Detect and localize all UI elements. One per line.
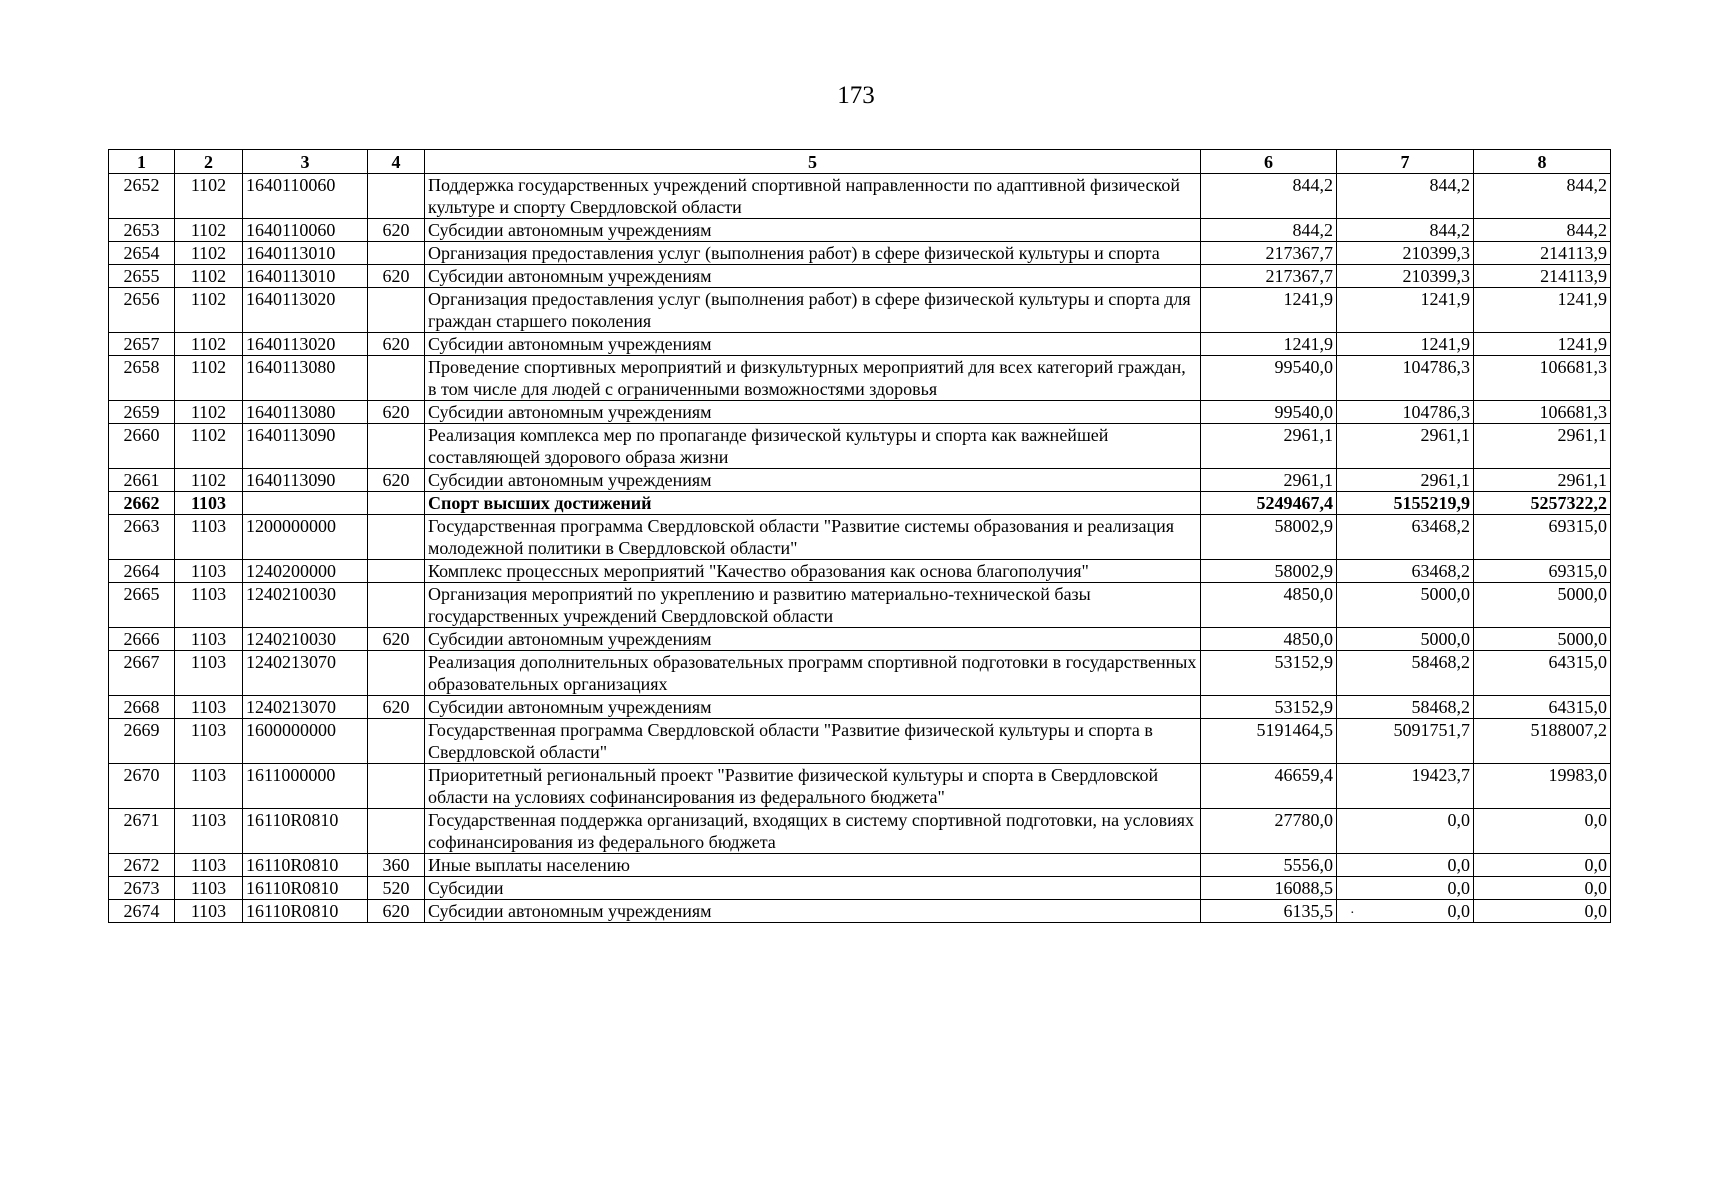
row-number-cell: 2666 xyxy=(109,628,175,651)
amount-year1-cell: 217367,7 xyxy=(1201,265,1337,288)
expense-type-cell: 620 xyxy=(368,401,425,424)
amount-year1-cell: 99540,0 xyxy=(1201,401,1337,424)
target-article-cell: 1240200000 xyxy=(243,560,368,583)
table-row xyxy=(109,356,1611,401)
item-name-cell: Субсидии автономным учреждениям xyxy=(425,401,1201,424)
expense-type-cell: 620 xyxy=(368,900,425,923)
amount-year2-cell: 63468,2 xyxy=(1337,515,1474,560)
target-article-cell: 1640113020 xyxy=(243,288,368,333)
row-number-cell: 2668 xyxy=(109,696,175,719)
item-name-cell: Приоритетный региональный проект "Развитие физической культуры и спорта в Свердловской области на условиях софинансирования из федерального бюджета" xyxy=(425,764,1201,809)
row-number-cell: 2659 xyxy=(109,401,175,424)
amount-year2-cell: 19423,7 xyxy=(1337,764,1474,809)
target-article-cell: 1240213070 xyxy=(243,696,368,719)
amount-year3-cell: 19983,0 xyxy=(1474,764,1611,809)
budget-table xyxy=(108,149,1611,923)
target-article-cell: 1640113010 xyxy=(243,242,368,265)
item-name-cell: Субсидии автономным учреждениям xyxy=(425,628,1201,651)
expense-type-cell: 360 xyxy=(368,854,425,877)
table-row xyxy=(109,809,1611,854)
table-body xyxy=(109,174,1611,923)
amount-year3-cell: 2961,1 xyxy=(1474,424,1611,469)
expense-type-cell: 620 xyxy=(368,469,425,492)
row-number-cell: 2671 xyxy=(109,809,175,854)
table-row xyxy=(109,628,1611,651)
amount-year1-cell: 5191464,5 xyxy=(1201,719,1337,764)
expense-type-cell: 620 xyxy=(368,628,425,651)
section-code-cell: 1103 xyxy=(175,854,243,877)
amount-year2-cell: 2961,1 xyxy=(1337,424,1474,469)
row-number-cell: 2674 xyxy=(109,900,175,923)
item-name-cell: Реализация дополнительных образовательных программ спортивной подготовки в государственных образовательных организациях xyxy=(425,651,1201,696)
col-header-6: 6 xyxy=(1201,150,1337,174)
section-code-cell: 1103 xyxy=(175,877,243,900)
item-name-cell: Проведение спортивных мероприятий и физкультурных мероприятий для всех категорий граждан, в том числе для людей с ограниченными возможностями здоровья xyxy=(425,356,1201,401)
target-article-cell: 1640113090 xyxy=(243,424,368,469)
amount-year3-cell: 844,2 xyxy=(1474,174,1611,219)
target-article-cell xyxy=(243,492,368,515)
section-code-cell: 1102 xyxy=(175,356,243,401)
table-row xyxy=(109,583,1611,628)
item-name-cell: Субсидии автономным учреждениям xyxy=(425,696,1201,719)
row-number-cell: 2661 xyxy=(109,469,175,492)
section-code-cell: 1103 xyxy=(175,651,243,696)
section-code-cell: 1103 xyxy=(175,719,243,764)
amount-year2-cell: 2961,1 xyxy=(1337,469,1474,492)
item-name-cell: Субсидии автономным учреждениям xyxy=(425,900,1201,923)
target-article-cell: 1640113020 xyxy=(243,333,368,356)
col-header-4: 4 xyxy=(368,150,425,174)
table-row xyxy=(109,424,1611,469)
item-name-cell: Спорт высших достижений xyxy=(425,492,1201,515)
section-code-cell: 1102 xyxy=(175,288,243,333)
item-name-cell: Субсидии автономным учреждениям xyxy=(425,469,1201,492)
item-name-cell: Государственная программа Свердловской области "Развитие физической культуры и спорта в Свердловской области" xyxy=(425,719,1201,764)
col-header-7: 7 xyxy=(1337,150,1474,174)
target-article-cell: 1640110060 xyxy=(243,219,368,242)
section-code-cell: 1102 xyxy=(175,333,243,356)
amount-year1-cell: 6135,5 xyxy=(1201,900,1337,923)
table-row xyxy=(109,877,1611,900)
table-row xyxy=(109,288,1611,333)
expense-type-cell xyxy=(368,492,425,515)
expense-type-cell xyxy=(368,719,425,764)
expense-type-cell xyxy=(368,288,425,333)
amount-year3-cell: 0,0 xyxy=(1474,809,1611,854)
table-row xyxy=(109,469,1611,492)
amount-year2-cell: 5000,0 xyxy=(1337,583,1474,628)
table-row xyxy=(109,174,1611,219)
col-header-2: 2 xyxy=(175,150,243,174)
target-article-cell: 1240213070 xyxy=(243,651,368,696)
amount-year3-cell: 106681,3 xyxy=(1474,401,1611,424)
expense-type-cell: 620 xyxy=(368,265,425,288)
amount-year2-cell: 0,0 xyxy=(1337,877,1474,900)
section-code-cell: 1103 xyxy=(175,515,243,560)
amount-year2-cell: 1241,9 xyxy=(1337,288,1474,333)
item-name-cell: Организация предоставления услуг (выполнения работ) в сфере физической культуры и спорта xyxy=(425,242,1201,265)
item-name-cell: Субсидии автономным учреждениям xyxy=(425,219,1201,242)
amount-year3-cell: 214113,9 xyxy=(1474,242,1611,265)
expense-type-cell: 620 xyxy=(368,333,425,356)
amount-year3-cell: 1241,9 xyxy=(1474,333,1611,356)
row-number-cell: 2673 xyxy=(109,877,175,900)
amount-year2-cell: 844,2 xyxy=(1337,174,1474,219)
page-number: 173 xyxy=(837,82,875,109)
amount-year1-cell: 27780,0 xyxy=(1201,809,1337,854)
target-article-cell: 1200000000 xyxy=(243,515,368,560)
amount-year2-cell: 844,2 xyxy=(1337,219,1474,242)
amount-year1-cell: 1241,9 xyxy=(1201,288,1337,333)
amount-year2-cell: 104786,3 xyxy=(1337,356,1474,401)
expense-type-cell: 620 xyxy=(368,696,425,719)
amount-year1-cell: 1241,9 xyxy=(1201,333,1337,356)
amount-year2-cell: 210399,3 xyxy=(1337,242,1474,265)
item-name-cell: Государственная поддержка организаций, входящих в систему спортивной подготовки, на условиях софинансирования из федерального бюджета xyxy=(425,809,1201,854)
amount-year3-cell: 5000,0 xyxy=(1474,583,1611,628)
amount-year3-cell: 0,0 xyxy=(1474,877,1611,900)
item-name-cell: Иные выплаты населению xyxy=(425,854,1201,877)
section-code-cell: 1103 xyxy=(175,764,243,809)
col-header-8: 8 xyxy=(1474,150,1611,174)
expense-type-cell xyxy=(368,560,425,583)
amount-year2-cell: 5000,0 xyxy=(1337,628,1474,651)
section-code-cell: 1102 xyxy=(175,219,243,242)
row-number-cell: 2662 xyxy=(109,492,175,515)
item-name-cell: Субсидии автономным учреждениям xyxy=(425,333,1201,356)
amount-year1-cell: 217367,7 xyxy=(1201,242,1337,265)
table-row xyxy=(109,651,1611,696)
amount-year2-cell: 1241,9 xyxy=(1337,333,1474,356)
expense-type-cell xyxy=(368,651,425,696)
row-number-cell: 2657 xyxy=(109,333,175,356)
item-name-cell: Государственная программа Свердловской области "Развитие системы образования и реализация молодежной политики в Свердловской области" xyxy=(425,515,1201,560)
amount-year1-cell: 2961,1 xyxy=(1201,469,1337,492)
amount-year2-cell: 0,0 xyxy=(1337,854,1474,877)
target-article-cell: 1600000000 xyxy=(243,719,368,764)
row-number-cell: 2665 xyxy=(109,583,175,628)
target-article-cell: 1640113080 xyxy=(243,401,368,424)
expense-type-cell: 520 xyxy=(368,877,425,900)
item-name-cell: Организация мероприятий по укреплению и развитию материально-технической базы государственных учреждений Свердловской области xyxy=(425,583,1201,628)
section-code-cell: 1102 xyxy=(175,424,243,469)
section-code-cell: 1102 xyxy=(175,174,243,219)
amount-year1-cell: 5556,0 xyxy=(1201,854,1337,877)
item-name-cell: Субсидии xyxy=(425,877,1201,900)
amount-year2-cell: 104786,3 xyxy=(1337,401,1474,424)
row-number-cell: 2655 xyxy=(109,265,175,288)
amount-year3-cell: 106681,3 xyxy=(1474,356,1611,401)
amount-year1-cell: 53152,9 xyxy=(1201,696,1337,719)
section-code-cell: 1103 xyxy=(175,900,243,923)
target-article-cell: 1240210030 xyxy=(243,628,368,651)
section-code-cell: 1103 xyxy=(175,809,243,854)
item-name-cell: Комплекс процессных мероприятий "Качество образования как основа благополучия" xyxy=(425,560,1201,583)
expense-type-cell xyxy=(368,242,425,265)
row-number-cell: 2667 xyxy=(109,651,175,696)
item-name-cell: Реализация комплекса мер по пропаганде физической культуры и спорта как важнейшей составляющей здорового образа жизни xyxy=(425,424,1201,469)
amount-year1-cell: 2961,1 xyxy=(1201,424,1337,469)
target-article-cell: 1640113010 xyxy=(243,265,368,288)
amount-year3-cell: 5188007,2 xyxy=(1474,719,1611,764)
amount-year2-cell: 5091751,7 xyxy=(1337,719,1474,764)
section-code-cell: 1102 xyxy=(175,242,243,265)
expense-type-cell xyxy=(368,809,425,854)
target-article-cell: 16110R0810 xyxy=(243,900,368,923)
amount-year2-cell: 0,0 xyxy=(1337,809,1474,854)
amount-year3-cell: 844,2 xyxy=(1474,219,1611,242)
expense-type-cell xyxy=(368,356,425,401)
amount-year3-cell: 69315,0 xyxy=(1474,515,1611,560)
amount-year3-cell: 64315,0 xyxy=(1474,696,1611,719)
row-number-cell: 2660 xyxy=(109,424,175,469)
table-row xyxy=(109,333,1611,356)
target-article-cell: 1640113080 xyxy=(243,356,368,401)
amount-year3-cell: 5257322,2 xyxy=(1474,492,1611,515)
amount-year1-cell: 46659,4 xyxy=(1201,764,1337,809)
row-number-cell: 2658 xyxy=(109,356,175,401)
table-header-row xyxy=(109,150,1611,174)
section-code-cell: 1103 xyxy=(175,560,243,583)
expense-type-cell xyxy=(368,583,425,628)
amount-year2-cell: 0,0 xyxy=(1337,900,1474,923)
amount-year2-cell: 5155219,9 xyxy=(1337,492,1474,515)
amount-year3-cell: 214113,9 xyxy=(1474,265,1611,288)
section-code-cell: 1102 xyxy=(175,265,243,288)
col-header-3: 3 xyxy=(243,150,368,174)
row-number-cell: 2653 xyxy=(109,219,175,242)
row-number-cell: 2664 xyxy=(109,560,175,583)
expense-type-cell xyxy=(368,515,425,560)
target-article-cell: 16110R0810 xyxy=(243,877,368,900)
table-row xyxy=(109,492,1611,515)
table-row xyxy=(109,900,1611,923)
table-row xyxy=(109,242,1611,265)
amount-year1-cell: 4850,0 xyxy=(1201,628,1337,651)
table-row xyxy=(109,560,1611,583)
amount-year3-cell: 64315,0 xyxy=(1474,651,1611,696)
item-name-cell: Организация предоставления услуг (выполнения работ) в сфере физической культуры и спорта для граждан старшего поколения xyxy=(425,288,1201,333)
row-number-cell: 2654 xyxy=(109,242,175,265)
section-code-cell: 1103 xyxy=(175,628,243,651)
row-number-cell: 2652 xyxy=(109,174,175,219)
amount-year1-cell: 5249467,4 xyxy=(1201,492,1337,515)
amount-year1-cell: 99540,0 xyxy=(1201,356,1337,401)
expense-type-cell: 620 xyxy=(368,219,425,242)
amount-year1-cell: 844,2 xyxy=(1201,174,1337,219)
amount-year1-cell: 16088,5 xyxy=(1201,877,1337,900)
amount-year1-cell: 844,2 xyxy=(1201,219,1337,242)
expense-type-cell xyxy=(368,424,425,469)
section-code-cell: 1102 xyxy=(175,401,243,424)
table-row xyxy=(109,401,1611,424)
row-number-cell: 2672 xyxy=(109,854,175,877)
amount-year2-cell: 63468,2 xyxy=(1337,560,1474,583)
row-number-cell: 2656 xyxy=(109,288,175,333)
amount-year2-cell: 210399,3 xyxy=(1337,265,1474,288)
table-row xyxy=(109,854,1611,877)
amount-year3-cell: 0,0 xyxy=(1474,854,1611,877)
amount-year1-cell: 4850,0 xyxy=(1201,583,1337,628)
row-number-cell: 2669 xyxy=(109,719,175,764)
amount-year1-cell: 58002,9 xyxy=(1201,515,1337,560)
amount-year3-cell: 2961,1 xyxy=(1474,469,1611,492)
table-row xyxy=(109,696,1611,719)
amount-year3-cell: 5000,0 xyxy=(1474,628,1611,651)
amount-year3-cell: 69315,0 xyxy=(1474,560,1611,583)
target-article-cell: 1640113090 xyxy=(243,469,368,492)
target-article-cell: 16110R0810 xyxy=(243,809,368,854)
section-code-cell: 1103 xyxy=(175,696,243,719)
item-name-cell: Поддержка государственных учреждений спортивной направленности по адаптивной физической культуре и спорту Свердловской области xyxy=(425,174,1201,219)
table-row xyxy=(109,764,1611,809)
section-code-cell: 1103 xyxy=(175,583,243,628)
table-row xyxy=(109,219,1611,242)
amount-year3-cell: 0,0 xyxy=(1474,900,1611,923)
amount-year2-cell: 58468,2 xyxy=(1337,696,1474,719)
scan-mark: · xyxy=(1350,906,1355,921)
col-header-5: 5 xyxy=(425,150,1201,174)
amount-year3-cell: 1241,9 xyxy=(1474,288,1611,333)
col-header-1: 1 xyxy=(109,150,175,174)
target-article-cell: 1240210030 xyxy=(243,583,368,628)
expense-type-cell xyxy=(368,174,425,219)
row-number-cell: 2663 xyxy=(109,515,175,560)
target-article-cell: 16110R0810 xyxy=(243,854,368,877)
section-code-cell: 1102 xyxy=(175,469,243,492)
amount-year2-cell: 58468,2 xyxy=(1337,651,1474,696)
section-code-cell: 1103 xyxy=(175,492,243,515)
expense-type-cell xyxy=(368,764,425,809)
target-article-cell: 1640110060 xyxy=(243,174,368,219)
row-number-cell: 2670 xyxy=(109,764,175,809)
amount-year1-cell: 58002,9 xyxy=(1201,560,1337,583)
table-row xyxy=(109,265,1611,288)
table-row xyxy=(109,719,1611,764)
item-name-cell: Субсидии автономным учреждениям xyxy=(425,265,1201,288)
table-row xyxy=(109,515,1611,560)
target-article-cell: 1611000000 xyxy=(243,764,368,809)
amount-year1-cell: 53152,9 xyxy=(1201,651,1337,696)
